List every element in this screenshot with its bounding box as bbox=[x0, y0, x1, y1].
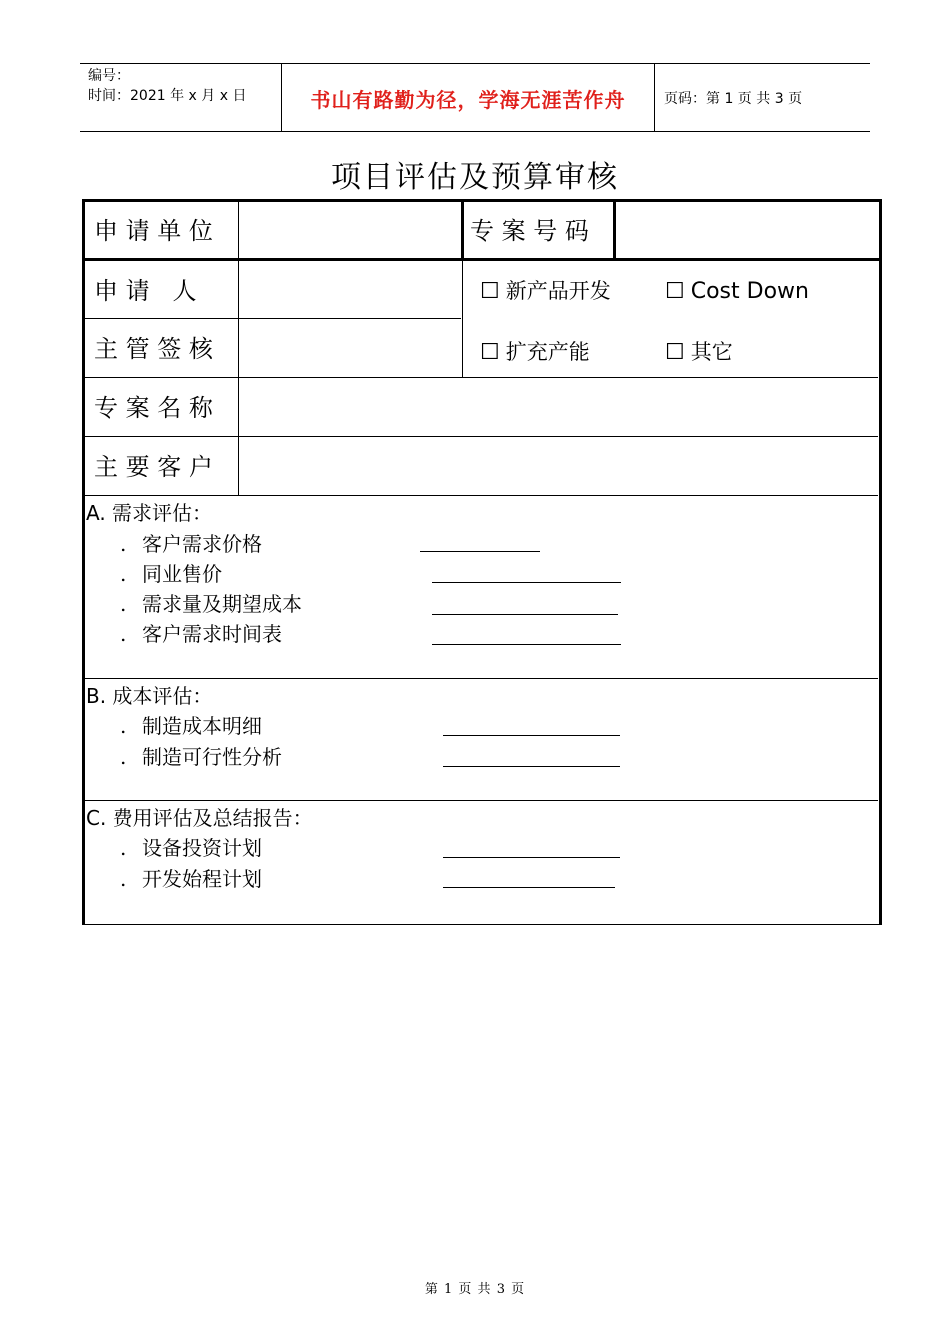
section-a-title: 需求评估： bbox=[105, 501, 213, 525]
checkbox-icon[interactable]: ☐ bbox=[480, 340, 500, 365]
section-a-item: . 客户需求时间表 bbox=[120, 622, 282, 646]
row1-bottom-rule bbox=[82, 258, 882, 261]
project-name-field[interactable] bbox=[241, 379, 876, 435]
section-a-item: . 同业售价 bbox=[120, 562, 222, 586]
answer-line[interactable] bbox=[443, 887, 615, 888]
applicant-label: 申 请 人 bbox=[94, 277, 197, 305]
checkbox-icon[interactable]: ☐ bbox=[480, 279, 500, 304]
section-a-letter: A. bbox=[86, 501, 106, 525]
option-other[interactable] bbox=[665, 339, 733, 366]
answer-line[interactable] bbox=[432, 644, 621, 645]
option-new-product-label: 新产品开发 bbox=[505, 279, 611, 303]
answer-line[interactable] bbox=[443, 766, 620, 767]
option-new-product[interactable] bbox=[480, 278, 611, 305]
section-b-letter: B. bbox=[86, 684, 107, 708]
answer-line[interactable] bbox=[432, 614, 618, 615]
section-b-item: . 制造成本明细 bbox=[120, 714, 262, 738]
section-c-item: . 开发始程计划 bbox=[120, 867, 262, 891]
answer-line[interactable] bbox=[432, 582, 621, 583]
label-column-rule bbox=[238, 201, 239, 495]
answer-line[interactable] bbox=[443, 735, 620, 736]
header-motto: 书山有路勤为径，学海无涯苦作舟 bbox=[310, 88, 626, 112]
section-c-item: . 设备投资计划 bbox=[120, 836, 262, 860]
project-no-label: 专 案 号 码 bbox=[470, 217, 589, 245]
project-no-field[interactable] bbox=[618, 202, 876, 257]
applicant-unit-field[interactable] bbox=[241, 202, 459, 257]
checkbox-icon[interactable]: ☐ bbox=[665, 279, 685, 304]
answer-line[interactable] bbox=[420, 551, 540, 552]
option-other-label: 其它 bbox=[690, 340, 733, 364]
page-footer: 第 1 页 共 3 页 bbox=[424, 1282, 526, 1297]
section-c-heading bbox=[86, 805, 313, 831]
main-customer-field[interactable] bbox=[241, 438, 876, 494]
header-meta bbox=[88, 66, 246, 106]
header-page-info: 页码：第 1 页 共 3 页 bbox=[664, 91, 803, 107]
supervisor-field[interactable] bbox=[241, 320, 460, 376]
section-c-letter: C. bbox=[86, 806, 107, 830]
row3-bottom-rule bbox=[85, 377, 878, 378]
option-cost-down-label: Cost Down bbox=[690, 279, 809, 304]
row2-bottom-rule bbox=[85, 318, 461, 319]
header-divider-right bbox=[654, 63, 655, 131]
row5-bottom-rule bbox=[85, 495, 878, 496]
section-a-heading bbox=[86, 500, 212, 526]
applicant-field[interactable] bbox=[241, 262, 460, 317]
row1-right-rule bbox=[613, 201, 616, 259]
option-capacity-label: 扩充产能 bbox=[505, 340, 590, 364]
header-top-rule bbox=[80, 63, 870, 64]
options-left-rule bbox=[462, 260, 463, 378]
row1-mid-rule bbox=[461, 201, 464, 259]
main-customer-label: 主 要 客 户 bbox=[94, 453, 213, 481]
section-a-item: . 需求量及期望成本 bbox=[120, 592, 302, 616]
option-cost-down[interactable] bbox=[665, 278, 809, 305]
section-b-title: 成本评估： bbox=[106, 684, 213, 708]
serial-label: 编号： bbox=[88, 68, 130, 84]
answer-line[interactable] bbox=[443, 857, 620, 858]
option-capacity[interactable] bbox=[480, 339, 590, 366]
row4-bottom-rule bbox=[85, 436, 878, 437]
page-title: 项目评估及预算审核 bbox=[331, 160, 619, 195]
time-label: 时间：2021 年 x 月 x 日 bbox=[88, 88, 247, 104]
section-b-heading bbox=[86, 683, 212, 709]
project-name-label: 专 案 名 称 bbox=[94, 394, 213, 422]
checkbox-icon[interactable]: ☐ bbox=[665, 340, 685, 365]
section-b-bottom-rule bbox=[85, 800, 878, 801]
section-a-item: . 客户需求价格 bbox=[120, 532, 262, 556]
applicant-unit-label: 申 请 单 位 bbox=[94, 217, 213, 245]
section-b-item: . 制造可行性分析 bbox=[120, 745, 282, 769]
section-c-title: 费用评估及总结报告： bbox=[106, 806, 313, 830]
supervisor-label: 主 管 签 核 bbox=[94, 335, 213, 363]
section-a-bottom-rule bbox=[85, 678, 878, 679]
header-bottom-rule bbox=[80, 131, 870, 132]
